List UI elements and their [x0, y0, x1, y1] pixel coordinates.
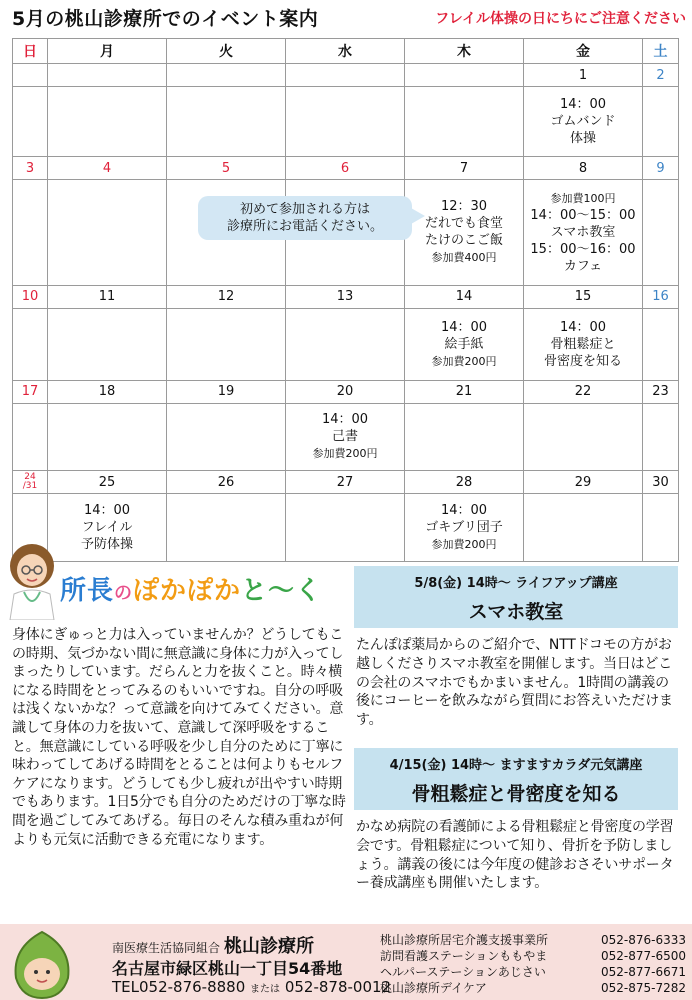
date-cell: [13, 64, 48, 87]
date-cell: 11: [48, 285, 167, 308]
event-line: 14：00～15：00: [530, 207, 636, 223]
event-line: 14：00: [321, 412, 369, 428]
frail-notice: フレイル体操の日にちにご注意ください: [435, 11, 686, 27]
date-cell: 25: [48, 471, 167, 494]
column-title-part: と～く: [241, 576, 323, 606]
date-cell: 3: [13, 157, 48, 180]
event-cell: [13, 87, 48, 157]
event-line: だれでも食堂: [424, 216, 503, 232]
event-cell: [286, 87, 405, 157]
date-cell: 26: [167, 471, 286, 494]
event-line: フレイル: [81, 520, 133, 536]
event-line: スマホ教室: [550, 224, 616, 240]
lecture-title: スマホ教室: [468, 601, 564, 623]
date-cell: 12: [167, 285, 286, 308]
lecture-box-osteoporosis: [354, 748, 678, 810]
page-header: [0, 0, 692, 34]
lecture-title: 骨粗鬆症と骨密度を知る: [411, 783, 621, 805]
event-cell: [48, 180, 167, 285]
event-cell: [405, 494, 524, 562]
date-cell: 10: [13, 285, 48, 308]
event-line: 参加費400円: [431, 251, 497, 265]
event-line: 骨粗鬆症と: [550, 336, 616, 352]
lecture-description: たんぽぽ薬局からのご紹介で、NTTドコモの方がお越しくださりスマホ教室を開催します。当日はどこの会社のスマホでもかまいません。1時間の講義の後にコーヒーを飲みながら質問にお答えいただけます。: [356, 637, 673, 729]
weekday-cell: 月: [48, 39, 167, 64]
date-cell: 21: [405, 380, 524, 403]
page-title: 5月の桃山診療所でのイベント案内: [12, 8, 319, 30]
leaf-mascot-icon: [6, 928, 78, 1000]
event-row: [13, 87, 679, 157]
event-line: 14：00: [83, 503, 131, 519]
event-cell: [524, 403, 643, 470]
event-cell: [524, 87, 643, 157]
contact-name: 桃山診療所デイケア: [380, 981, 487, 995]
contact-tel: 052-877-6500: [600, 949, 686, 963]
org-coop: 南医療生活協同組合: [112, 941, 221, 955]
lecture-subtitle: 5/8(金) 14時～ ライフアップ講座: [414, 576, 618, 591]
event-line: ゴキブリ団子: [425, 520, 503, 536]
event-cell: [167, 308, 286, 380]
lecture-subtitle: 4/15(金) 14時～ ますますカラダ元気講座: [389, 758, 643, 773]
clinic-phone: [112, 978, 391, 996]
event-cell: [13, 308, 48, 380]
event-cell: [643, 494, 679, 562]
event-cell: [286, 494, 405, 562]
date-cell: 17: [13, 380, 48, 403]
event-line: カフェ: [563, 258, 603, 274]
event-cell: [167, 403, 286, 470]
date-cell: 1: [524, 64, 643, 87]
phone-secondary: 052-878-0012: [284, 978, 392, 996]
event-cell: [286, 403, 405, 470]
date-row: [13, 471, 679, 494]
contact-row: [380, 932, 686, 948]
date-cell: 15: [524, 285, 643, 308]
column-heading: [60, 570, 346, 610]
event-line: 己書: [331, 429, 358, 445]
event-line: 参加費200円: [312, 447, 378, 461]
event-cell: [524, 180, 643, 285]
event-line: 予防体操: [80, 537, 133, 553]
doctor-avatar: [4, 540, 60, 620]
event-cell: [405, 403, 524, 470]
event-cell: [524, 308, 643, 380]
column-title-part: 所長: [60, 576, 115, 606]
date-cell: [286, 64, 405, 87]
weekday-cell: 火: [167, 39, 286, 64]
event-cell: [13, 403, 48, 470]
clinic-address: 名古屋市緑区桃山一丁目54番地: [112, 959, 343, 978]
event-calendar: [12, 38, 679, 562]
event-cell: [286, 308, 405, 380]
contact-tel: 052-877-6671: [600, 965, 686, 979]
weekday-cell: 金: [524, 39, 643, 64]
date-row: [13, 380, 679, 403]
date-row: [13, 157, 679, 180]
clinic-name: 桃山診療所: [224, 936, 315, 957]
weekday-cell: 日: [13, 39, 48, 64]
event-row: [13, 403, 679, 470]
event-cell: [405, 308, 524, 380]
contact-name: 訪問看護ステーションももやま: [380, 949, 548, 963]
date-cell: 16: [643, 285, 679, 308]
event-line: たけのこご飯: [424, 233, 503, 249]
event-cell: [48, 87, 167, 157]
event-line: 骨密度を知る: [543, 353, 622, 369]
date-cell: 29: [524, 471, 643, 494]
date-cell: 14: [405, 285, 524, 308]
date-cell: 13: [286, 285, 405, 308]
event-row: [13, 494, 679, 562]
date-cell: 27: [286, 471, 405, 494]
date-cell: 30: [643, 471, 679, 494]
date-cell: 9: [643, 157, 679, 180]
column-title-part: ぽかぽか: [133, 576, 242, 606]
date-cell: [48, 64, 167, 87]
contact-name: ヘルパーステーションあじさい: [380, 965, 546, 979]
date-cell: 6: [286, 157, 405, 180]
affiliated-contacts: [380, 932, 686, 996]
date-cell: 19: [167, 380, 286, 403]
event-cell: [167, 494, 286, 562]
lecture-box-smartphone: [354, 566, 678, 628]
date-row: [13, 285, 679, 308]
date-cell: 22: [524, 380, 643, 403]
event-cell: [13, 180, 48, 285]
weekday-cell: 木: [405, 39, 524, 64]
date-cell: 20: [286, 380, 405, 403]
event-line: 14：00: [440, 503, 488, 519]
event-cell: [48, 494, 167, 562]
bubble-line: 初めて参加される方は: [239, 202, 370, 217]
event-line: 参加費100円: [550, 191, 616, 205]
bubble-line: 診療所にお電話ください。: [226, 219, 383, 234]
first-time-notice-bubble: [198, 196, 412, 240]
event-cell: [524, 494, 643, 562]
event-cell: [48, 308, 167, 380]
date-label: 24 /31: [22, 472, 38, 492]
event-line: ゴムバンド: [550, 114, 616, 130]
date-cell: 2: [643, 64, 679, 87]
event-cell: [643, 308, 679, 380]
event-cell: [643, 180, 679, 285]
event-line: 絵手紙: [444, 336, 484, 352]
weekday-cell: 土: [643, 39, 679, 64]
footer: [0, 924, 692, 1000]
date-cell: 8: [524, 157, 643, 180]
date-cell: 23: [643, 380, 679, 403]
contact-tel: 052-876-6333: [600, 933, 686, 947]
column-text: 身体にぎゅっと力は入っていませんか？どうしてもこの時期、気づかない間に無意識に身体に力が入ってしまったりしています。だらんと力を抜くこと。時々横になる時間をとってみるのもいいですね。自分の呼吸は浅くないかな？って意識を向けてみてください。意識して身体の力を抜いて、意識して深呼吸をすること。無意識にしている呼吸を少し自分のために丁寧に味わってしてあげる時間をとることは何よりもセルフケアになります。どうしても少し疲れが出やすい時期でもあります。1日5分でも自分のためだけの丁寧な時間を過ごしてみてあげる。毎日のそんな積み重ねが何よりも元気に活動できる充電になります。: [12, 627, 346, 848]
event-line: 参加費200円: [431, 354, 497, 368]
date-cell: [13, 471, 48, 494]
event-line: 12：30: [440, 199, 488, 215]
date-row: [13, 64, 679, 87]
event-cell: [643, 87, 679, 157]
event-cell: [48, 403, 167, 470]
event-row: [13, 308, 679, 380]
date-cell: 18: [48, 380, 167, 403]
date-cell: [405, 64, 524, 87]
weekday-cell: 水: [286, 39, 405, 64]
event-cell: [167, 87, 286, 157]
event-line: 参加費200円: [431, 538, 497, 552]
weekday-header-row: [13, 39, 679, 64]
event-line: 14：00: [559, 97, 607, 113]
lecture-description: かなめ病院の看護師による骨粗鬆症と骨密度の学習会です。骨粗鬆症について知り、骨折を予防しましょう。講義の後には今年度の健診おさそいサポーター養成講座も開催いたします。: [356, 819, 674, 892]
event-line: 14：00: [559, 319, 607, 335]
contact-name: 桃山診療所居宅介護支援事業所: [380, 933, 549, 947]
date-cell: 28: [405, 471, 524, 494]
phone-primary: TEL052-876-8880: [112, 978, 246, 996]
date-cell: 4: [48, 157, 167, 180]
event-cell: [643, 403, 679, 470]
date-cell: 7: [405, 157, 524, 180]
date-cell: 5: [167, 157, 286, 180]
org-name: [112, 932, 314, 958]
date-cell: [167, 64, 286, 87]
phone-or: または: [250, 984, 281, 995]
contact-row: [380, 964, 686, 980]
column-title-part: の: [114, 583, 134, 604]
contact-row: [380, 980, 686, 996]
event-cell: [405, 87, 524, 157]
contact-tel: 052-875-7282: [600, 981, 686, 995]
contact-row: [380, 948, 686, 964]
event-line: 14：00: [440, 319, 488, 335]
event-line: 15：00～16：00: [530, 241, 636, 257]
event-line: 体操: [569, 131, 596, 147]
event-cell: [405, 180, 524, 285]
